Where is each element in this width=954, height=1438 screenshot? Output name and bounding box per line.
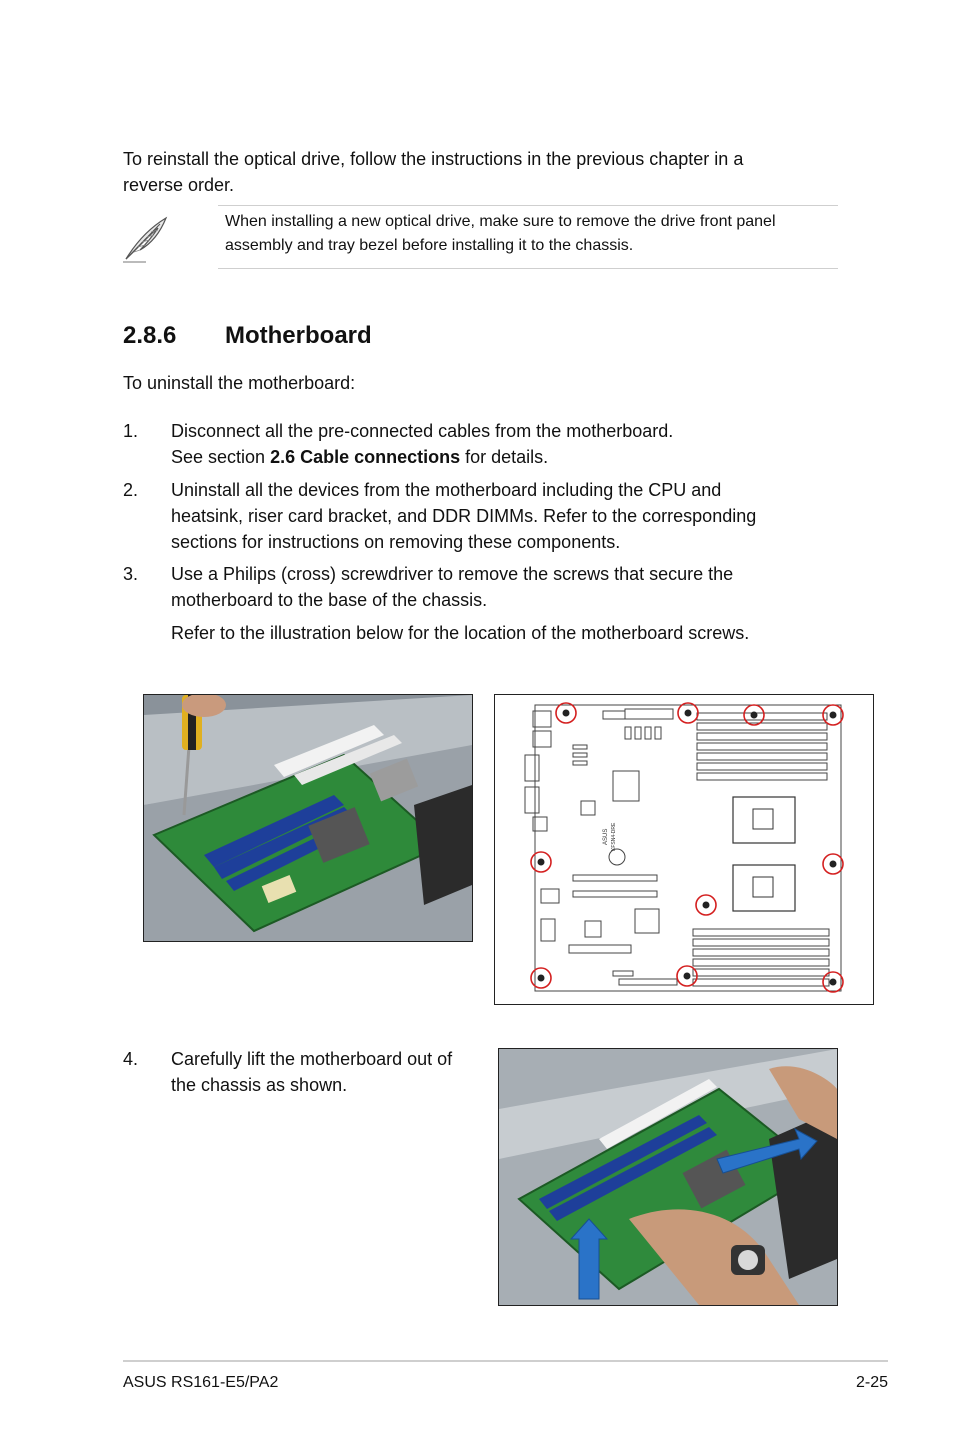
note-bottom-rule [218, 268, 838, 269]
step-1-see-section: See section [171, 447, 271, 467]
step-1-line-2 [171, 444, 673, 470]
footer-rule [123, 1360, 888, 1362]
screw-marker [696, 895, 716, 915]
note-text [225, 210, 835, 258]
step-1-cable-connections-ref: 2.6 Cable connections [270, 447, 461, 467]
intro-line-2: reverse order. [123, 175, 235, 195]
screw-marker [823, 705, 843, 725]
diagram-board-label: KFSN4-DRE [611, 822, 617, 851]
step-3-text [171, 561, 733, 613]
step-2-text [171, 477, 756, 555]
screw-marker [678, 703, 698, 723]
section-heading [123, 322, 372, 350]
intro-paragraph [123, 146, 743, 198]
step-3-number: 3. [123, 564, 139, 584]
intro-line-1: To reinstall the optical drive, follow the instructions in the previous chapter in a [123, 149, 744, 169]
step-2-line-2: heatsink, riser card bracket, and DDR DIMMs. Refer to the corresponding [171, 506, 757, 526]
step-4-text [171, 1046, 452, 1098]
motherboard-layout-diagram [494, 694, 874, 1005]
step-4-number: 4. [123, 1049, 139, 1069]
footer-page-number: 2-25 [855, 1374, 888, 1391]
screw-marker [556, 703, 576, 723]
step-3-line-3: Refer to the illustration below for the location of the motherboard screws. [171, 623, 750, 643]
note-line-1: When installing a new optical drive, make sure to remove the drive front panel [225, 213, 776, 230]
screwdriver-photo [143, 694, 473, 942]
lift-motherboard-photo [498, 1048, 838, 1306]
step-2-line-1: Uninstall all the devices from the motherboard including the CPU and [171, 480, 722, 500]
screw-marker [531, 852, 551, 872]
step-2-number: 2. [123, 480, 139, 500]
screw-marker [744, 705, 764, 725]
step-1-text [171, 418, 673, 470]
step-1-line-1: Disconnect all the pre-connected cables from the motherboard. [171, 421, 674, 441]
diagram-brand: ASUS [603, 828, 609, 845]
section-title: Motherboard [225, 322, 372, 349]
section-number: 2.8.6 [123, 322, 177, 349]
step-1-for-details: for details. [460, 447, 549, 467]
step-3-line-1: Use a Philips (cross) screwdriver to remove the screws that secure the [171, 564, 734, 584]
note-line-2: assembly and tray bezel before installing it to the chassis. [225, 237, 634, 254]
step-3-line-2: motherboard to the base of the chassis. [171, 590, 488, 610]
feather-pen-icon [120, 212, 172, 264]
footer-product: ASUS RS161-E5/PA2 [123, 1374, 279, 1391]
screw-marker [823, 972, 843, 992]
step-2-line-3: sections for instructions on removing these components. [171, 532, 621, 552]
step-4-line-1: Carefully lift the motherboard out of [171, 1049, 453, 1069]
step-1-number: 1. [123, 421, 139, 441]
note-top-rule [218, 205, 838, 206]
screw-marker [823, 854, 843, 874]
screw-marker [531, 968, 551, 988]
lead-text: To uninstall the motherboard: [123, 373, 356, 393]
step-4-line-2: the chassis as shown. [171, 1075, 348, 1095]
